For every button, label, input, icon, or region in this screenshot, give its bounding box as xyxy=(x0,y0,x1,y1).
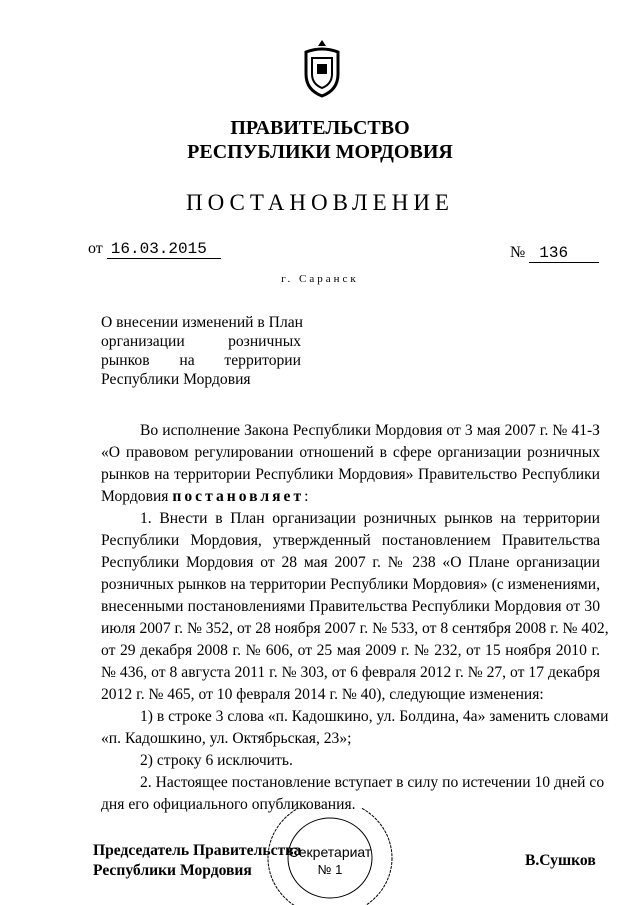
body-line: розничных рынков на территории Республики Мордовия» (с изменениями, xyxy=(101,576,600,593)
body-line: от 29 декабря 2008 г. № 606, от 25 мая 2009 г. № 232, от 15 ноября 2010 г. xyxy=(101,642,600,659)
subject-line: рынков на территории xyxy=(101,352,301,369)
org-name-line2: РЕСПУБЛИКИ МОРДОВИЯ xyxy=(187,141,453,163)
secretariat-stamp xyxy=(265,808,395,905)
body-line: 2) строку 6 исключить. xyxy=(140,752,293,769)
subject-line: организации розничных xyxy=(101,333,301,350)
number-row xyxy=(510,244,599,263)
body-line: 1) в строке 3 слова «п. Кадошкино, ул. Болдина, 4а» заменить словами xyxy=(140,708,609,725)
org-name-line1: ПРАВИТЕЛЬСТВО xyxy=(230,117,410,139)
body-text: Мордовия xyxy=(101,488,169,505)
subject-line: Республики Мордовия xyxy=(101,371,251,388)
body-line: июля 2007 г. № 352, от 28 ноября 2007 г. № 533, от 8 сентября 2008 г. № 402, xyxy=(101,620,609,637)
document-number: 136 xyxy=(529,244,599,263)
body-line: рынков на территории Республики Мордовия» Правительство Республики xyxy=(101,466,600,483)
body-line xyxy=(101,488,600,506)
signer-name: В.Сушков xyxy=(525,852,596,869)
document-date: 16.03.2015 xyxy=(107,240,221,259)
city: г. Саранск xyxy=(281,273,359,285)
stamp-text: Секретариат xyxy=(288,844,372,860)
stamp-number: № 1 xyxy=(317,862,343,877)
body-line: 2. Настоящее постановление вступает в силу по истечении 10 дней со xyxy=(140,774,605,791)
body-line: дня его официального опубликования. xyxy=(101,796,356,813)
document-type: ПОСТАНОВЛЕНИЕ xyxy=(186,190,454,215)
number-prefix: № xyxy=(510,244,526,261)
body-line: Республики Мордовия, утвержденный постановлением Правительства xyxy=(101,532,600,549)
signer-position: Республики Мордовия xyxy=(93,862,252,879)
body-line: 2012 г. № 465, от 10 февраля 2014 г. № 40), следующие изменения: xyxy=(101,686,544,703)
body-line: Во исполнение Закона Республики Мордовия от 3 мая 2007 г. № 41-З xyxy=(140,422,600,439)
body-line: 1. Внести в План организации розничных рынков на территории xyxy=(140,510,600,527)
signer-position: Председатель Правительства xyxy=(93,842,302,859)
body-line: № 436, от 8 августа 2011 г. № 303, от 6 февраля 2012 г. № 27, от 17 декабря xyxy=(101,664,600,681)
resolves-word: постановляет xyxy=(172,488,305,505)
date-prefix: от xyxy=(88,240,103,257)
body-line: «О правовом регулировании отношений в сфере организации розничных xyxy=(101,444,600,461)
body-line: Республики Мордовия от 28 мая 2007 г. № 238 «О Плане организации xyxy=(101,554,600,571)
coat-of-arms-emblem xyxy=(300,36,344,100)
subject-line: О внесении изменений в План xyxy=(101,314,303,331)
body-line: внесенными постановлениями Правительства Республики Мордовия от 30 xyxy=(101,598,600,615)
colon: : xyxy=(304,488,309,505)
date-row xyxy=(88,240,221,259)
body-line: «п. Кадошкино, ул. Октябрьская, 23»; xyxy=(101,730,352,747)
